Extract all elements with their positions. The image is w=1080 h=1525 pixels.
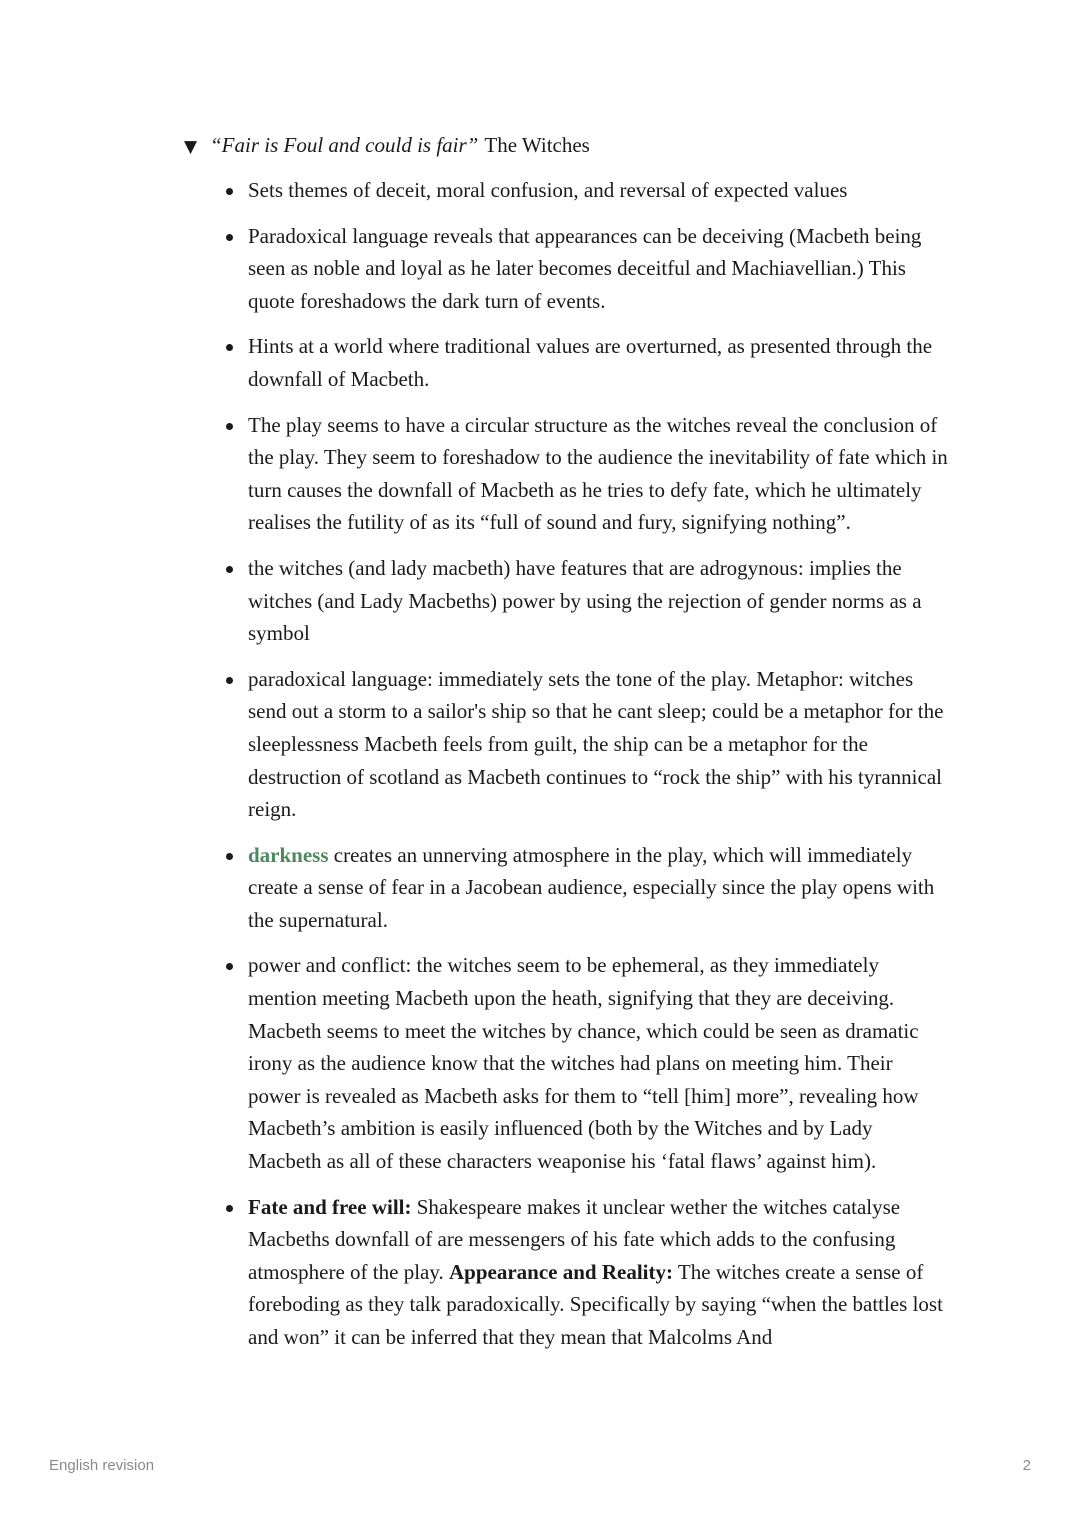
list-item — [248, 552, 948, 650]
page-number: 2 — [1022, 1457, 1031, 1474]
bullet-list — [184, 174, 964, 1354]
list-item — [248, 663, 948, 826]
bullet-text: Sets themes of deceit, moral confusion, and reversal of expected values — [248, 178, 848, 202]
bullet-text: Paradoxical language reveals that appearances can be deceiving (Macbeth being seen as noble and loyal as he later becomes deceitful and Machiavellian.) This quote foreshadows the dark turn of events. — [248, 223, 922, 313]
toggle-header[interactable] — [184, 128, 964, 162]
bullet-text: the witches (and lady macbeth) have features that are adrogynous: implies the witches (and Lady Macbeths) power by using the rejection of gender norms as a symbol — [248, 555, 922, 646]
bullet-text: The witches create a sense of foreboding as they talk paradoxically. Specifically by saying “when the battles lost and won” it can be inferred that they mean that Malcolms And — [248, 1259, 943, 1349]
list-item — [248, 839, 948, 937]
bullet-text: paradoxical language: immediately sets the tone of the play. Metaphor: witches send out a storm to a sailor's ship so that he cant sleep; could be a metaphor for the sleeplessness Macbeth feels from guilt, the ship can be a metaphor for the destruction of scotland as Macbeth continues to “rock the ship” with his tyrannical reign. — [248, 666, 944, 822]
footer-title: English revision — [49, 1457, 155, 1474]
toggle-speaker: The Witches — [484, 133, 590, 157]
toggle-triangle-icon[interactable]: ▼ — [184, 137, 198, 157]
list-item — [248, 330, 948, 395]
bullet-text: power and conflict: the witches seem to be ephemeral, as they immediately mention meeting Macbeth upon the heath, signifying that they are deceiving. Macbeth seems to meet the witches by chance, which could be seen as dramatic irony as the audience know that the witches had plans on meeting him. Their power is revealed as Macbeth asks for them to “tell [him] more”, revealing how Macbeth’s ambition is easily influenced (both by the Witches and by Lady Macbeth as all of these characters weaponise his ‘fatal flaws’ against him). — [248, 953, 919, 1174]
list-item — [248, 409, 948, 539]
darkness-highlight: darkness — [248, 842, 329, 867]
bullet-text: Shakespeare makes it unclear wether the witches catalyse Macbeths downfall of are messengers of his fate which adds to the confusing atmosphere of the play. — [248, 1194, 901, 1284]
toggle-block — [184, 128, 964, 1367]
bullet-text: The play seems to have a circular structure as the witches reveal the conclusion of the play. They seem to foreshadow to the audience the inevitability of fate which in turn causes the downfall of Macbeth as he tries to defy fate, which he ultimately realises the futility of as its “full of sound and fury, signifying nothing”. — [248, 412, 948, 535]
toggle-quote: “Fair is Foul and could is fair” — [210, 133, 479, 157]
bullet-text: creates an unnerving atmosphere in the play, which will immediately create a sense of fear in a Jacobean audience, especially since the play opens with the supernatural. — [248, 842, 935, 932]
appearance-heading: Appearance and Reality: — [449, 1259, 673, 1284]
list-item — [248, 220, 948, 318]
bullet-text: Hints at a world where traditional values are overturned, as presented through the downfall of Macbeth. — [248, 334, 933, 391]
list-item — [248, 949, 948, 1177]
list-item — [248, 1191, 948, 1354]
fate-heading: Fate and free will: — [248, 1194, 412, 1219]
list-item — [248, 174, 948, 207]
